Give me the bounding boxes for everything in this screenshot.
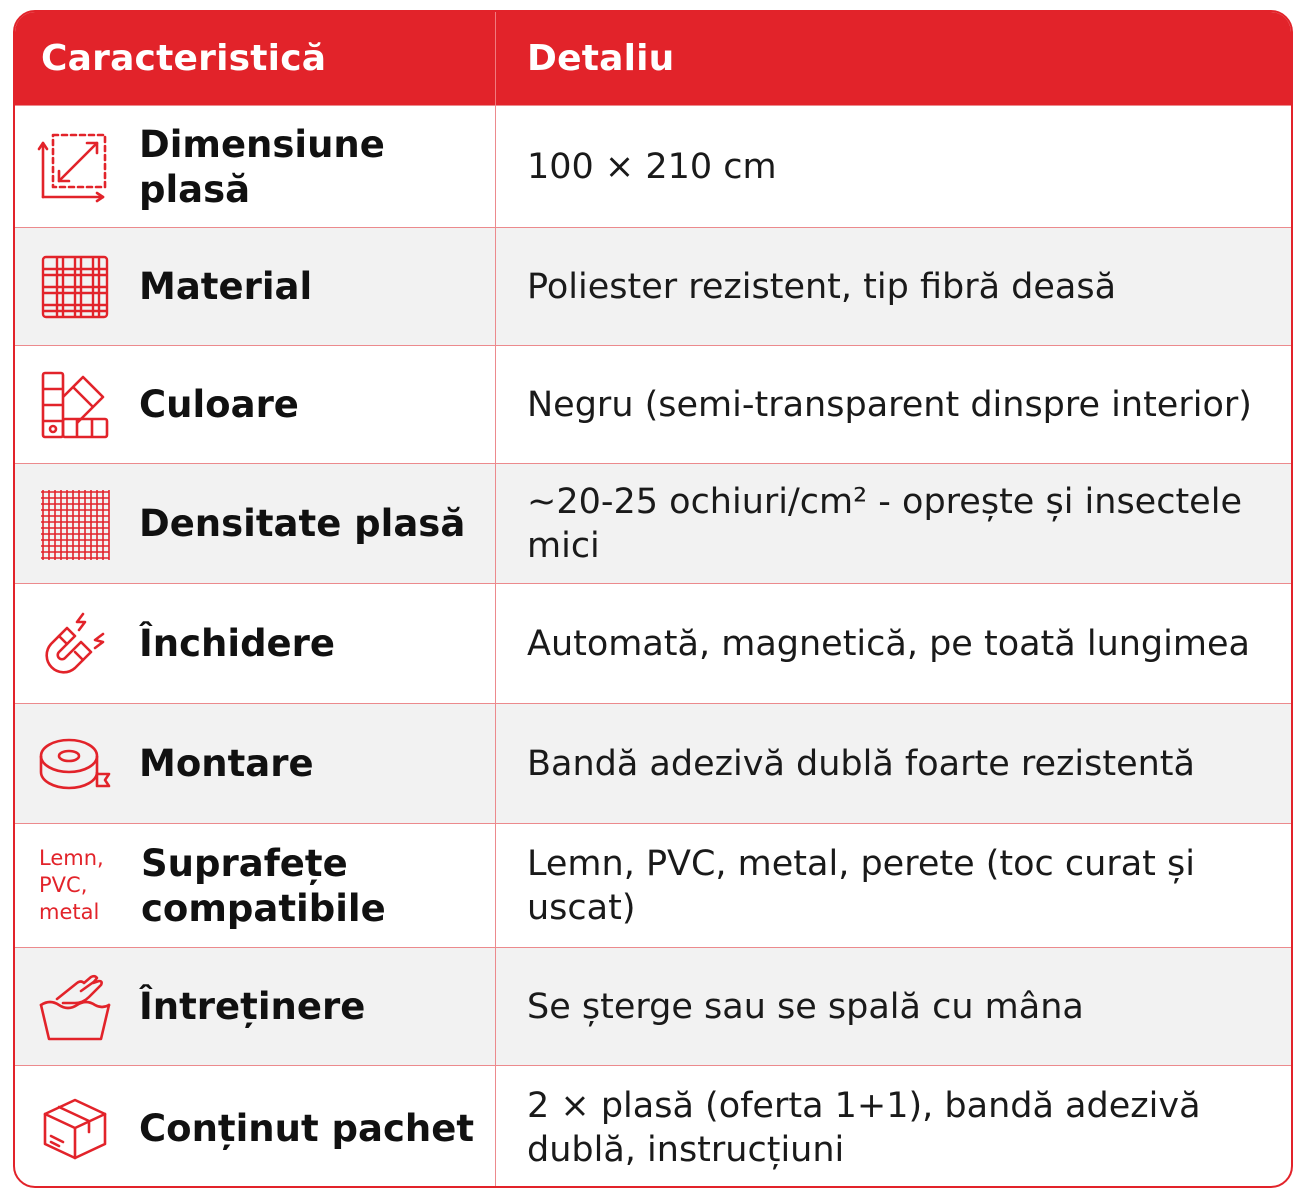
detail-value: Bandă adezivă dublă foarte rezistentă bbox=[527, 743, 1195, 784]
characteristic-cell bbox=[15, 704, 496, 823]
characteristic-label: Culoare bbox=[139, 383, 299, 426]
detail-value: 2 × plasă (oferta 1+1), bandă adezivă dublă, instrucțiuni bbox=[527, 1086, 1201, 1170]
characteristic-cell bbox=[15, 948, 496, 1065]
dimension-arrows-icon bbox=[37, 129, 113, 205]
detail-value: Automată, magnetică, pe toată lungimea bbox=[527, 623, 1250, 664]
characteristic-label: Suprafețe compatibile bbox=[141, 841, 386, 930]
color-palette-icon bbox=[37, 367, 113, 443]
detail-value: Poliester rezistent, tip fibră deasă bbox=[527, 266, 1117, 307]
detail-value: Se șterge sau se spală cu mâna bbox=[527, 986, 1084, 1027]
table-row bbox=[15, 463, 1291, 583]
characteristic-cell bbox=[15, 106, 496, 227]
characteristic-cell bbox=[15, 1066, 496, 1188]
hand-wash-icon bbox=[37, 969, 113, 1045]
characteristic-label: Montare bbox=[139, 742, 314, 785]
characteristic-label: Material bbox=[139, 265, 313, 308]
characteristic-cell bbox=[15, 824, 496, 947]
table-header bbox=[15, 12, 1291, 105]
detail-value: ~20-25 ochiuri/cm² - oprește și insectele mici bbox=[527, 481, 1242, 566]
tape-roll-icon bbox=[37, 726, 113, 802]
header-detail: Detaliu bbox=[527, 38, 675, 79]
characteristic-label: Densitate plasă bbox=[139, 502, 466, 545]
characteristic-cell bbox=[15, 346, 496, 463]
detail-value: Negru (semi-transparent dinspre interior) bbox=[527, 384, 1252, 425]
detail-value: Lemn, PVC, metal, perete (toc curat și uscat) bbox=[527, 843, 1195, 928]
header-characteristic: Caracteristică bbox=[15, 12, 496, 105]
characteristic-cell bbox=[15, 464, 496, 583]
characteristic-cell bbox=[15, 584, 496, 703]
characteristic-label: Întreținere bbox=[139, 985, 366, 1028]
characteristic-label: Dimensiune plasă bbox=[139, 122, 385, 211]
characteristic-cell bbox=[15, 228, 496, 345]
table-row bbox=[15, 703, 1291, 823]
surfaces-text-icon: Lemn, PVC, metal bbox=[39, 846, 104, 924]
package-box-icon bbox=[37, 1090, 113, 1166]
woven-fabric-icon bbox=[37, 249, 113, 325]
characteristic-label: Conținut pachet bbox=[139, 1106, 475, 1150]
table-row bbox=[15, 947, 1291, 1065]
magnet-icon bbox=[37, 606, 113, 682]
table-row bbox=[15, 345, 1291, 463]
table-row bbox=[15, 1065, 1291, 1188]
detail-value: 100 × 210 cm bbox=[527, 146, 777, 187]
specs-table bbox=[13, 10, 1293, 1188]
table-row bbox=[15, 823, 1291, 947]
table-row bbox=[15, 105, 1291, 227]
table-row bbox=[15, 583, 1291, 703]
table-row bbox=[15, 227, 1291, 345]
characteristic-label: Închidere bbox=[139, 622, 335, 665]
mesh-grid-icon bbox=[37, 486, 113, 562]
